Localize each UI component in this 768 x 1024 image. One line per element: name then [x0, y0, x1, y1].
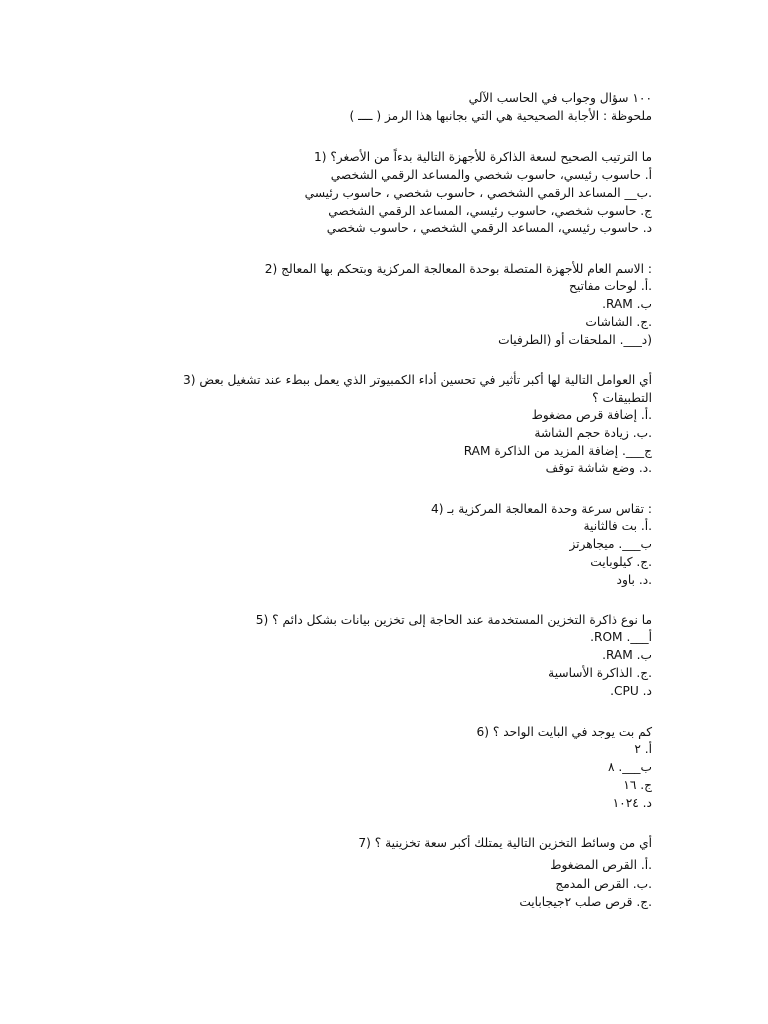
- document-title: ١٠٠ سؤال وجواب في الحاسب الآلي: [468, 91, 652, 105]
- question-7-option-a: .أ. القرص المضغوط: [550, 858, 652, 872]
- question-5-option-c: .ج. الذاكرة الأساسية: [548, 666, 652, 680]
- question-2-option-a: .أ. لوحات مفاتيح: [569, 279, 652, 293]
- question-6-option-d: د. ١٠٢٤: [612, 796, 652, 810]
- question-6: كم بت يوجد في البايت الواحد ؟ (6: [476, 725, 652, 739]
- question-5-option-d: د. CPU.: [610, 684, 652, 698]
- question-4-option-b: ب___. ميجاهرتز: [569, 537, 652, 551]
- question-6-option-c: ج. ١٦: [623, 778, 652, 792]
- answer-key-note: ملحوظة : الأجابة الصحيحية هي التي بجانبها هذا الرمز ( ــــ ): [349, 109, 652, 123]
- question-3: أي العوامل التالية لها أكبر تأثير في تحسين أداء الكمبيوتر الذي يعمل ببطء عند تشغيل بعض (3: [183, 373, 652, 387]
- question-1-option-b: .ب__ المساعد الرقمي الشخصي ، حاسوب شخصي ، حاسوب رئيسي: [304, 186, 652, 200]
- question-3-option-c: ج___. إضافة المزيد من الذاكرة RAM: [463, 444, 652, 458]
- question-5-option-b: ب. RAM.: [602, 648, 652, 662]
- question-6-option-a: أ. ٢: [634, 742, 652, 756]
- question-4-option-a: .أ. بت فالثانية: [583, 519, 652, 533]
- question-3-option-b: .ب. زيادة حجم الشاشة: [534, 426, 652, 440]
- question-7: أي من وسائط التخزين التالية يمتلك أكبر سعة تخزينية ؟ (7: [358, 836, 652, 850]
- question-4: : تقاس سرعة وحدة المعالجة المركزية بـ (4: [431, 502, 652, 516]
- question-4-option-c: .ج. كيلوبايت: [590, 555, 652, 569]
- question-1-option-c: ج. حاسوب شخصي، حاسوب رئيسي، المساعد الرقمي الشخصي: [328, 204, 652, 218]
- question-5-option-a: أ___. ROM.: [590, 630, 652, 644]
- question-3-option-a: .أ. إضافة قرص مضغوط: [531, 408, 652, 422]
- question-3-continuation: التطبيقات ؟: [592, 391, 652, 405]
- question-2: : الاسم العام للأجهزة المتصلة بوحدة المعالجة المركزية وبتحكم بها المعالج (2: [264, 262, 652, 276]
- question-7-option-c: .ج. قرص صلب ٢جيجابايت: [519, 895, 652, 909]
- question-5: ما نوع ذاكرة التخزين المستخدمة عند الحاجة إلى تخزين بيانات بشكل دائم ؟ (5: [255, 613, 652, 627]
- question-6-option-b: ب___. ٨: [607, 760, 652, 774]
- question-1: ما الترتيب الصحيح لسعة الذاكرة للأجهزة التالية بدءاً من الأصغر؟ (1: [313, 150, 652, 164]
- question-1-option-a: أ. حاسوب رئيسي، حاسوب شخصي والمساعد الرقمي الشخصي: [330, 168, 652, 182]
- question-1-option-d: د. حاسوب رئيسي، المساعد الرقمي الشخصي ، حاسوب شخصي: [326, 221, 652, 235]
- question-2-option-c: .ج. الشاشات: [585, 315, 652, 329]
- question-4-option-d: .د. باود: [616, 573, 652, 587]
- question-2-option-d: (د___. الملحقات أو (الطرفيات: [498, 333, 652, 347]
- question-7-option-b: .ب. القرص المدمج: [555, 877, 652, 891]
- question-2-option-b: ب. RAM.: [602, 297, 652, 311]
- question-3-option-d: .د. وضع شاشة توقف: [545, 461, 652, 475]
